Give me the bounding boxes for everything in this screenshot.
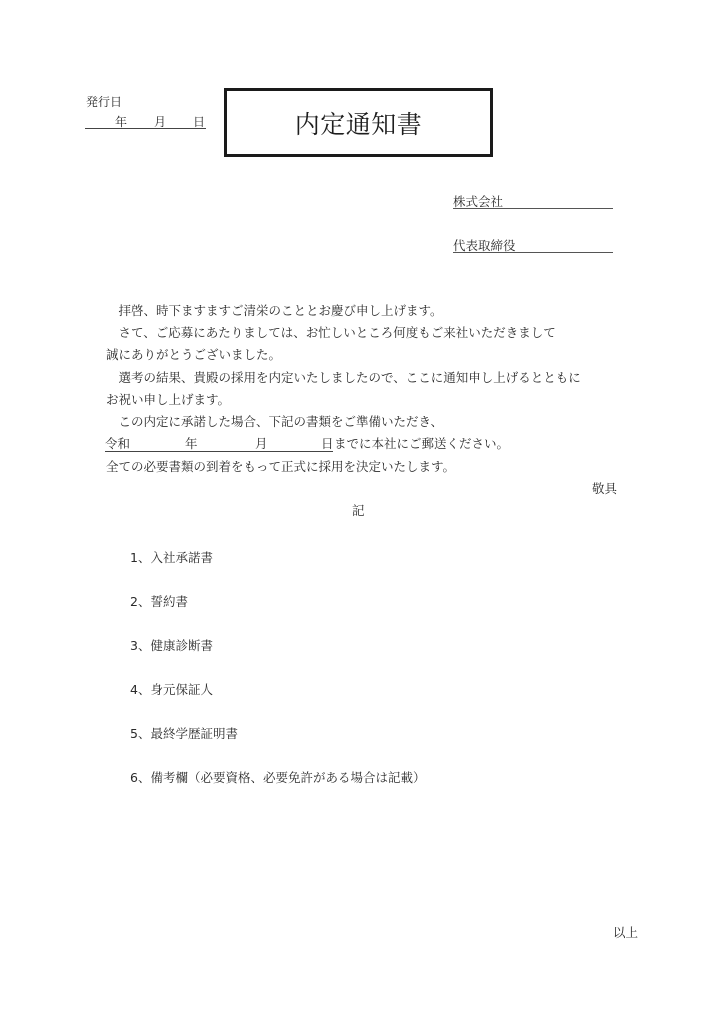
document-title: 内定通知書 <box>294 109 423 139</box>
list-item-4: 4、身元保証人 <box>130 682 213 697</box>
issue-date-field <box>85 113 206 129</box>
body-line-2: さて、ご応募にあたりましては、お忙しいところ何度もご来社いただきまして <box>106 325 556 340</box>
list-item-3: 3、健康診断書 <box>130 638 213 653</box>
body-line-4: 選考の結果、貴殿の採用を内定いたしましたので、ここに通知申し上げるとともに <box>106 370 581 385</box>
body-line-1: 拝啓、時下ますますご清栄のこととお慶び申し上げます。 <box>106 303 443 318</box>
deadline-year: 年 <box>185 436 198 451</box>
body-line-5: お祝い申し上げます。 <box>106 392 231 407</box>
list-item-5: 5、最終学歴証明書 <box>130 726 238 741</box>
issue-year-label: 年 <box>115 115 128 129</box>
body-final-line: 全ての必要書類の到着をもって正式に採用を決定いたします。 <box>106 459 456 474</box>
deadline-suffix: までに本社にご郵送ください。 <box>334 436 510 451</box>
issue-date-label: 発行日 <box>86 95 123 109</box>
issue-day-label: 日 <box>193 115 206 129</box>
representative-line: 代表取締役 <box>453 236 613 253</box>
deadline-day: 日 <box>321 436 334 451</box>
body-line-6: この内定に承諾した場合、下記の書類をご準備いただき、 <box>106 414 444 429</box>
deadline-date-field <box>105 434 333 452</box>
body-line-3: 誠にありがとうございました。 <box>106 347 282 362</box>
deadline-month: 月 <box>255 436 268 451</box>
list-item-2: 2、誓約書 <box>130 594 188 609</box>
issue-month-label: 月 <box>154 115 167 129</box>
title-box <box>224 88 493 157</box>
list-item-1: 1、入社承諾書 <box>130 550 213 565</box>
end-ijou: 以上 <box>613 925 639 940</box>
closing-keigu: 敬具 <box>592 481 618 496</box>
list-item-6: 6、備考欄（必要資格、必要免許がある場合は記載） <box>130 770 426 785</box>
ki-heading: 記 <box>352 503 365 518</box>
deadline-era: 令和 <box>105 436 131 451</box>
company-name-line: 株式会社 <box>453 192 613 209</box>
